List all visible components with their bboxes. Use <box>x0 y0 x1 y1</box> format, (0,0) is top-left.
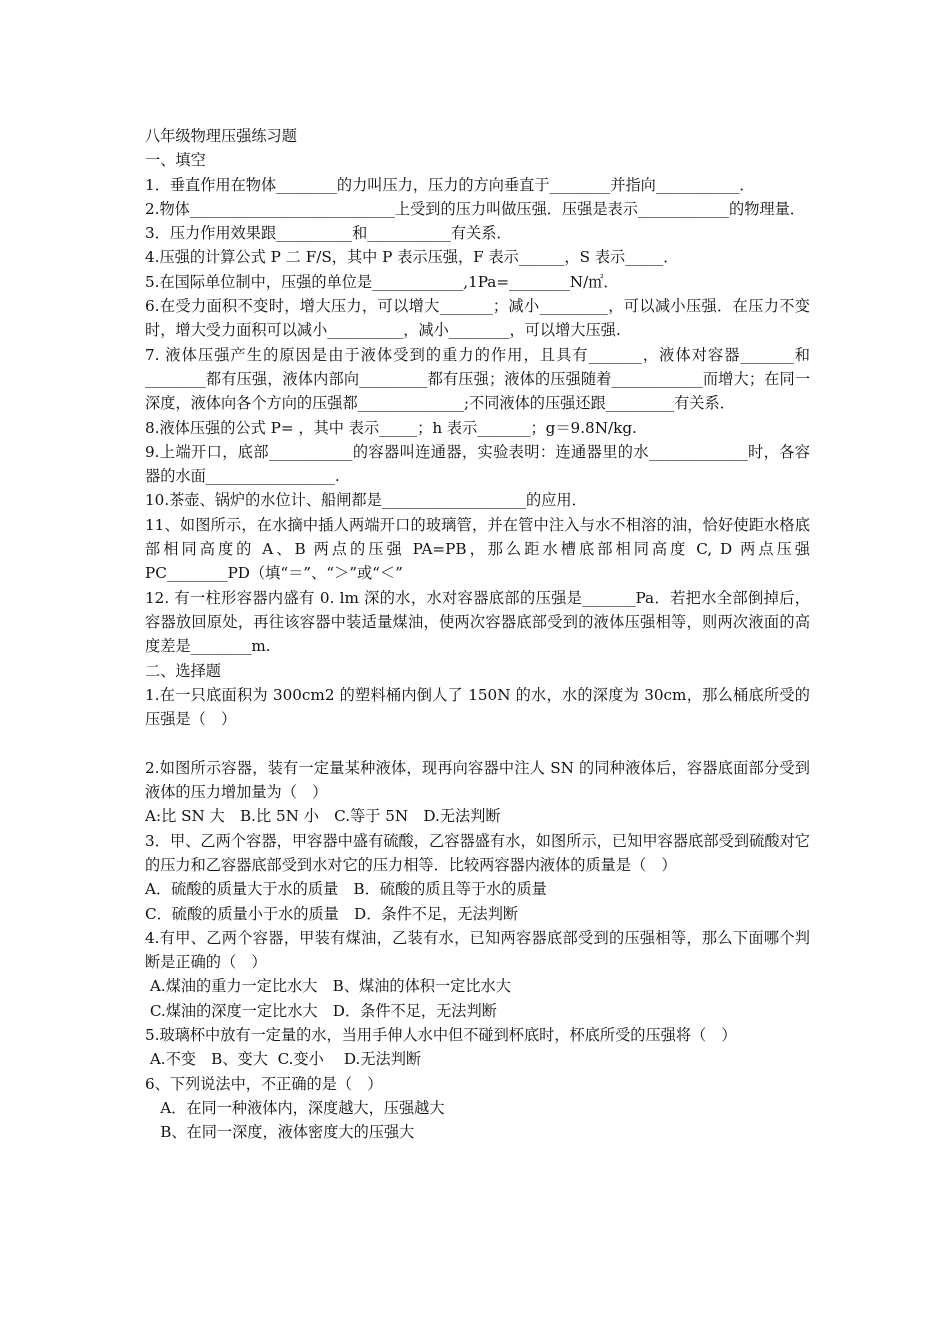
choice-question-3: 3．甲、乙两个容器，甲容器中盛有硫酸，乙容器盛有水，如图所示，已知甲容器底部受到硫酸对它的压力和乙容器底部受到水对它的压力相等．比较两容器内液体的质量是（ ） <box>145 831 810 874</box>
fill-question-8: 8.液体压强的公式 P= ，其中 表示_____；h 表示_______；g＝9.8N/kg. <box>145 418 637 437</box>
section-heading-choice: 二、选择题 <box>145 661 221 680</box>
section-heading-fill: 一、填空 <box>145 151 206 170</box>
fill-question-9: 9.上端开口，底部___________的容器叫连通器，实验表明：连通器里的水_____________时，各容器的水面_________________. <box>145 442 810 486</box>
choice-question-5: 5.玻璃杯中放有一定量的水，当用手伸人水中但不碰到杯底时，杯底所受的压强将（ ） <box>145 1025 737 1044</box>
choice-question-2-options: A:比 SN 大 B.比 5N 小 C.等于 5N D.无法判断 <box>145 807 501 826</box>
choice-question-5-options: A.不变 B、变大 C.变小 D.无法判断 <box>145 1050 422 1069</box>
fill-question-6: 6.在受力面积不变时，增大压力，可以增大_______；减小_________，可以减小压强．在压力不变时，增大受力面积可以减小__________，减小________，可以增大压强. <box>145 297 810 340</box>
choice-question-4: 4.有甲、乙两个容器，甲装有煤油，乙装有水，已知两容器底部受到的压强相等，那么下面哪个判断是正确的（ ） <box>145 928 810 972</box>
choice-question-3-options-cd: C．硫酸的质量小于水的质量 D．条件不足，无法判断 <box>145 904 519 923</box>
choice-question-4-options-ab: A.煤油的重力一定比水大 B、煤油的体积一定比水大 <box>145 977 511 996</box>
choice-question-4-options-cd: C.煤油的深度一定比水大 D．条件不足，无法判断 <box>145 1001 497 1020</box>
choice-question-6: 6、下列说法中，不正确的是（ ） <box>145 1074 383 1093</box>
choice-question-6-option-a: A．在同一种液体内，深度越大，压强越大 <box>145 1098 445 1117</box>
fill-question-10: 10.茶壶、锅炉的水位计、船闸都是___________________的应用． <box>145 491 587 510</box>
document-page <box>145 124 810 1144</box>
document-title: 八年级物理压强练习题 <box>145 127 297 145</box>
choice-question-3-options-ab: A．硫酸的质量大于水的质量 B．硫酸的质且等于水的质量 <box>145 880 547 899</box>
fill-question-4: 4.压强的计算公式 P 二 F/S，其中 P 表示压强，F 表示______，S 表示_____． <box>145 248 679 267</box>
fill-question-7: 7. 液体压强产生的原因是由于液体受到的重力的作用，且具有_______，液体对容器_______和________都有压强，液体内部向_________都有压强；液体的压强随着____________而增大；在同一深度，液体向各个方向的压强都______________;不同液体的压强还跟_________有关系． <box>145 345 810 413</box>
fill-question-5: 5.在国际单位制中，压强的单位是____________,1Pa=________N/㎡． <box>145 272 619 291</box>
fill-question-3: 3．压力作用效果跟__________和___________有关系． <box>145 224 512 243</box>
choice-question-2: 2.如图所示容器，装有一定量某种液体，现再向容器中注人 SN 的同种液体后，容器底面部分受到液体的压力增加量为（ ） <box>145 758 810 802</box>
choice-question-1: 1.在一只底面积为 300cm2 的塑料桶内倒人了 150N 的水，水的深度为 30cm，那么桶底所受的压强是（ ） <box>145 685 810 729</box>
fill-question-1: 1．垂直作用在物体________的力叫压力，压力的方向垂直于________并指向___________． <box>145 175 755 194</box>
fill-question-12: 12. 有一柱形容器内盛有 0. lm 深的水，水对容器底部的压强是_______Pa．若把水全部倒掉后，容器放回原处，再往该容器中装适量煤油，使两次容器底部受到的液体压强相等，则两次液面的高度差是________m. <box>145 588 810 656</box>
fill-question-2: 2.物体___________________________上受到的压力叫做压强．压强是表示____________的物理量． <box>145 199 805 218</box>
fill-question-11: 11、如图所示，在水摘中插人两端开口的玻璃管，并在管中注入与水不相溶的油，恰好使距水格底部相同高度的 A、B 两点的压强 PA=PB，那么距水槽底部相同高度 C, D 两点压强 PC________PD（填“＝”、“＞”或“＜” <box>145 515 810 583</box>
choice-question-6-option-b: B、在同一深度，液体密度大的压强大 <box>145 1123 415 1142</box>
blank-space <box>145 731 810 755</box>
